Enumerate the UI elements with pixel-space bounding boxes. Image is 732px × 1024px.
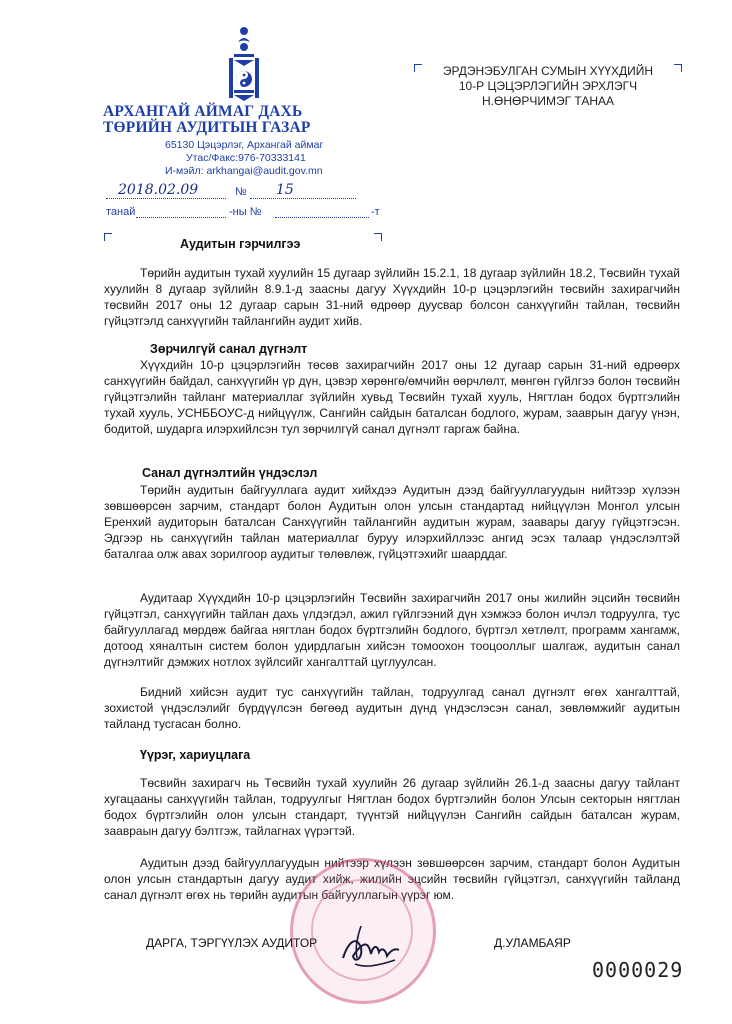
section3-p1: Төсвийн захирагч нь Төсвийн тухай хуулийн 26 дугаар зүйлийн 26.1-д заасны дагуу тайлант хугацааны санхүүгийн тайлан, тодруулгыг Нягтлан бодох бүртгэлийн болон Улсын секторын нягтлан бодох бүртгэлийн олон улсын стандарт, түүнтэй нийцүүлэн Сангийн сайдын баталсан журам, заавраын дагуу бэлтгэж, тайлагнах үүрэгтэй. <box>104 776 680 838</box>
org-address: 65130 Цэцэрлэг, Архангай аймаг <box>165 139 324 151</box>
section1-body <box>104 358 680 438</box>
section3-body-1 <box>104 776 680 840</box>
handwritten-signature-icon <box>335 918 405 978</box>
signatory-name: Д.УЛАМБАЯР <box>494 936 571 950</box>
section1-text: Хүүхдийн 10-р цэцэрлэгийн төсөв захирагчийн 2017 оны 12 дугаар сарын 31-ний өдрөөрх санхүүгийн байдал, санхүүгийн үр дүн, цэвэр хөрөнгө/өмчийн өөрчлөлт, мөнгөн гүйлгээ болон төсвийн гүйцэтгэлийн тайланг материаллаг зүйлийн хувьд Төсвийн тухай хууль, Нягтлан бодох бүртгэлийн тухай хууль, УСНББОУС-д нийцүүлж, Сангийн сайдын баталсан бодлого, журам, зааврын дагуу үнэн, бодитой, шударга илэрхийлсэн тул зөрчилгүй санал дүгнэлт гаргаж байна. <box>104 358 680 436</box>
section2-body-2 <box>104 591 680 671</box>
signatory-title: ДАРГА, ТЭРГҮҮЛЭХ АУДИТОР <box>146 936 318 950</box>
section2-p1: Төрийн аудитын байгууллага аудит хийхдээ Аудитын дээд байгууллагуудын нийтээр хүлээн зөвшөөрсөн зарчим, стандарт болон Аудитын олон улсын стандартад нийцүүлэн Монгол улсын Еренхий аудиторын баталсан Санхүүгийн тайлангийн аудитын журам, заавары дагуу гүйцэтгэсэн. Эдгээр нь санхүүгийн тайлан материаллаг буруу илэрхийллээс ангид эсэх талаар үндэслэлтэй баталгаа олж авах зорилгоор аудитыг төлөвлөж, гүйцэтгэхийг шаарддаг. <box>104 483 680 561</box>
section1-heading: Зөрчилгүй санал дүгнэлт <box>150 342 308 356</box>
org-name-line1: АРХАНГАЙ АЙМАГ ДАХЬ <box>103 103 303 120</box>
addressee-line1: ЭРДЭНЭБУЛГАН СУМЫН ХҮҮХДИЙН <box>442 64 654 78</box>
number-line <box>250 198 356 199</box>
section2-heading: Санал дүгнэлтийн үндэслэл <box>142 466 318 480</box>
corner-mark <box>374 233 382 241</box>
addressee-line2: 10-Р ЦЭЦЭРЛЭГИЙН ЭРХЛЭГЧ <box>458 79 638 93</box>
addressee-line3: Н.ӨНӨРЧИМЭГ ТАНАА <box>481 94 615 108</box>
letter-number: 15 <box>276 182 294 198</box>
ny-label: -ны № <box>229 206 262 218</box>
org-name-line2: ТӨРИЙН АУДИТЫН ГАЗАР <box>103 119 311 136</box>
section2-body-1 <box>104 483 680 563</box>
intro-paragraph <box>104 266 680 330</box>
intro-text: Төрийн аудитын тухай хуулийн 15 дугаар зүйлийн 15.2.1, 18 дугаар зүйлийн 18.2, Төсвийн тухай хуулийн 8 дугаар зүйлийн 8.9.1-д заасны дагуу Хүүхдийн 10-р цэцэрлэгийн төсвийн захирагчийн төсвийн 2017 оны 12 дугаар сарын 31-ний өдрөөр дуусвар болсон санхүүгийн тайлан, төсвийн гүйцэтгэлд санхүүгийн тайлангийн аудит хийв. <box>104 266 680 328</box>
org-phone: Утас/Факс:976-70333141 <box>186 152 306 164</box>
number-label: № <box>235 186 247 198</box>
ny-line <box>275 217 369 218</box>
section3-heading: Үүрэг, хариуцлага <box>140 748 251 762</box>
to-label: танай <box>106 206 136 218</box>
state-emblem-icon <box>226 26 262 102</box>
section2-p2: Аудитаар Хүүхдийн 10-р цэцэрлэгийн Төсвийн захирагчийн 2017 оны жилийн эцсийн төсвийн гүйцэтгэл, санхүүгийн тайлан дахь үлдэгдэл, ажил гүйлгээний дүн хэмжээ болон ичлэл тодруулга, тус байгууллагад мөрдөж байгаа нягтлан бодох бүртгэлийн бодлого, бүртгэл хөтлөлт, программ хангамж, дотоод хяналтын систем болон удирдлагын хийсэн томоохон тооцооллыг шалгаж, аудитын санал дүгнэлтийг дэмжих нотлох зүйлсийг хангалттай цуглуулсан. <box>104 591 680 669</box>
to-line <box>136 217 226 218</box>
letter-date: 2018.02.09 <box>118 182 199 198</box>
document-title: Аудитын гэрчилгээ <box>180 237 301 251</box>
t-label: -т <box>371 206 380 218</box>
section3-p2: Аудитын дээд байгууллагуудын нийтээр хүлээн зөвшөөрсөн зарчим, стандарт болон Аудитын олон улсын стандартын дагуу аудит хийж, жилийн эцсийн төсвийн гүйцэтгэл, санхүүгийн тайланд санал дүгнэлт өгөх нь төрийн аудитын байгууллагын үүрэг юм. <box>104 856 680 902</box>
addressee-block <box>413 64 683 109</box>
section2-body-3 <box>104 685 680 733</box>
org-email: И-мэйл: arkhangai@audit.gov.mn <box>165 165 323 177</box>
date-line <box>106 198 226 199</box>
serial-number: 0000029 <box>592 958 684 982</box>
section2-p3: Бидний хийсэн аудит тус санхүүгийн тайлан, тодруулгад санал дүгнэлт өгөх хангалттай, зохистой үндэслэлийг бүрдүүлсэн бөгөөд аудитын дүнд үндэслэсэн санал, зөвлөмжийг аудитын тайланд тусгасан болно. <box>104 685 680 731</box>
corner-mark <box>104 233 112 241</box>
